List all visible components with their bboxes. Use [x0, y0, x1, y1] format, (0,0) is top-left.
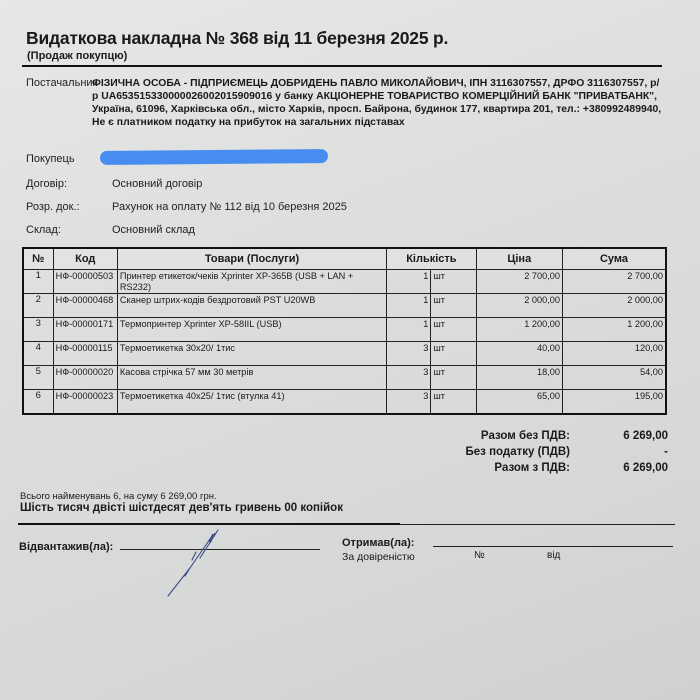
table-row: [23, 366, 666, 390]
row-name: Касова стрічка 57 мм 30 метрів: [117, 366, 386, 390]
row-code: НФ-00000468: [53, 294, 117, 318]
col-header-code: Код: [53, 248, 117, 270]
vat-row: [420, 446, 670, 462]
power-of-attorney-date-label: від: [547, 550, 561, 561]
document-subtitle: (Продаж покупцю): [27, 50, 128, 62]
row-code: НФ-00000023: [53, 390, 117, 415]
table-row: [23, 270, 666, 294]
col-header-no: №: [23, 248, 53, 270]
total-with-vat-value: 6 269,00: [623, 462, 668, 474]
row-unit: шт: [431, 390, 476, 415]
contract-value: Основний договір: [112, 178, 203, 190]
row-no: 6: [23, 390, 53, 415]
row-name: Термопринтер Xprinter XP-58IIL (USB): [117, 318, 386, 342]
total-with-vat-label: Разом з ПДВ:: [494, 462, 570, 474]
row-qty: 3: [387, 390, 431, 415]
power-of-attorney-number-label: №: [474, 550, 485, 561]
buyer-label: Покупець: [26, 153, 75, 165]
table-row: [23, 318, 666, 342]
row-qty: 1: [387, 294, 431, 318]
shipped-by-label: Відвантажив(ла):: [19, 541, 114, 553]
settlement-doc-value: Рахунок на оплату № 112 від 10 березня 2025: [112, 201, 347, 213]
signature-mark-icon: [160, 528, 230, 598]
row-code: НФ-00000020: [53, 366, 117, 390]
items-table: [22, 247, 667, 415]
received-by-signature-line: [433, 546, 673, 547]
row-price: 18,00: [476, 366, 562, 390]
supplier-label: Постачальник: [26, 77, 98, 89]
row-price: 65,00: [476, 390, 562, 415]
row-name: Термоетикетка 30х20/ 1тис: [117, 342, 386, 366]
header-divider: [22, 65, 662, 67]
received-by-label: Отримав(ла):: [342, 537, 415, 549]
table-row: [23, 390, 666, 415]
totals-block: [420, 430, 670, 478]
total-without-vat-row: [420, 430, 670, 446]
row-name: Термоетикетка 40х25/ 1тис (втулка 41): [117, 390, 386, 415]
row-name: Сканер штрих-кодів бездротовий PST U20WB: [117, 294, 386, 318]
col-header-price: Ціна: [476, 248, 562, 270]
document-title: Видаткова накладна № 368 від 11 березня 2025 р.: [26, 28, 449, 48]
row-qty: 1: [387, 318, 431, 342]
row-qty: 1: [387, 270, 431, 294]
total-with-vat-row: [420, 462, 670, 478]
total-without-vat-label: Разом без ПДВ:: [480, 430, 570, 442]
row-code: НФ-00000171: [53, 318, 117, 342]
row-sum: 54,00: [562, 366, 666, 390]
table-row: [23, 294, 666, 318]
row-unit: шт: [431, 366, 476, 390]
warehouse-value: Основний склад: [112, 224, 195, 236]
table-header-row: [23, 248, 666, 270]
total-without-vat-value: 6 269,00: [623, 430, 668, 442]
row-qty: 3: [387, 342, 431, 366]
contract-label: Договір:: [26, 178, 68, 190]
row-sum: 195,00: [562, 390, 666, 415]
row-sum: 1 200,00: [562, 318, 666, 342]
row-no: 5: [23, 366, 53, 390]
col-header-goods: Товари (Послуги): [117, 248, 386, 270]
row-price: 40,00: [476, 342, 562, 366]
row-no: 2: [23, 294, 53, 318]
row-code: НФ-00000115: [53, 342, 117, 366]
row-qty: 3: [387, 366, 431, 390]
items-count-summary: Всього найменувань 6, на суму 6 269,00 грн.: [20, 491, 217, 502]
row-price: 1 200,00: [476, 318, 562, 342]
row-sum: 120,00: [562, 342, 666, 366]
col-header-sum: Сума: [562, 248, 666, 270]
row-no: 1: [23, 270, 53, 294]
row-no: 3: [23, 318, 53, 342]
vat-value: -: [664, 446, 668, 458]
row-sum: 2 700,00: [562, 270, 666, 294]
row-no: 4: [23, 342, 53, 366]
warehouse-label: Склад:: [26, 224, 61, 236]
vat-label: Без податку (ПДВ): [465, 446, 570, 458]
row-sum: 2 000,00: [562, 294, 666, 318]
row-price: 2 000,00: [476, 294, 562, 318]
row-unit: шт: [431, 270, 476, 294]
row-unit: шт: [431, 294, 476, 318]
table-row: [23, 342, 666, 366]
row-name: Принтер етикеток/чеків Xprinter XP-365B (USB + LAN + RS232): [117, 270, 386, 294]
summary-divider: [18, 523, 400, 525]
row-unit: шт: [431, 342, 476, 366]
col-header-quantity: Кількість: [387, 248, 476, 270]
amount-in-words: Шість тисяч двісті шістдесят дев'ять гривень 00 копійок: [20, 502, 343, 514]
power-of-attorney-label: За довіреністю: [342, 551, 415, 563]
row-price: 2 700,00: [476, 270, 562, 294]
summary-divider-right: [400, 524, 675, 525]
buyer-redaction: [100, 149, 328, 165]
settlement-doc-label: Розр. док.:: [26, 201, 80, 213]
row-unit: шт: [431, 318, 476, 342]
row-code: НФ-00000503: [53, 270, 117, 294]
supplier-details: ФІЗИЧНА ОСОБА - ПІДПРИЄМЕЦЬ ДОБРИДЕНЬ ПАВЛО МИКОЛАЙОВИЧ, ІПН 3116307557, ДРФО 3116307557, р/р UA653515330000026002015909016 у банку АКЦІОНЕРНЕ ТОВАРИСТВО КОМЕРЦІЙНИЙ БАНК "ПРИВАТБАНК", Україна, 61096, Харківська обл., місто Харків, просп. Байрона, будинок 177, квартира 201, тел.: +380992489940, Не є платником податку на прибуток на загальних підставах: [92, 78, 662, 129]
